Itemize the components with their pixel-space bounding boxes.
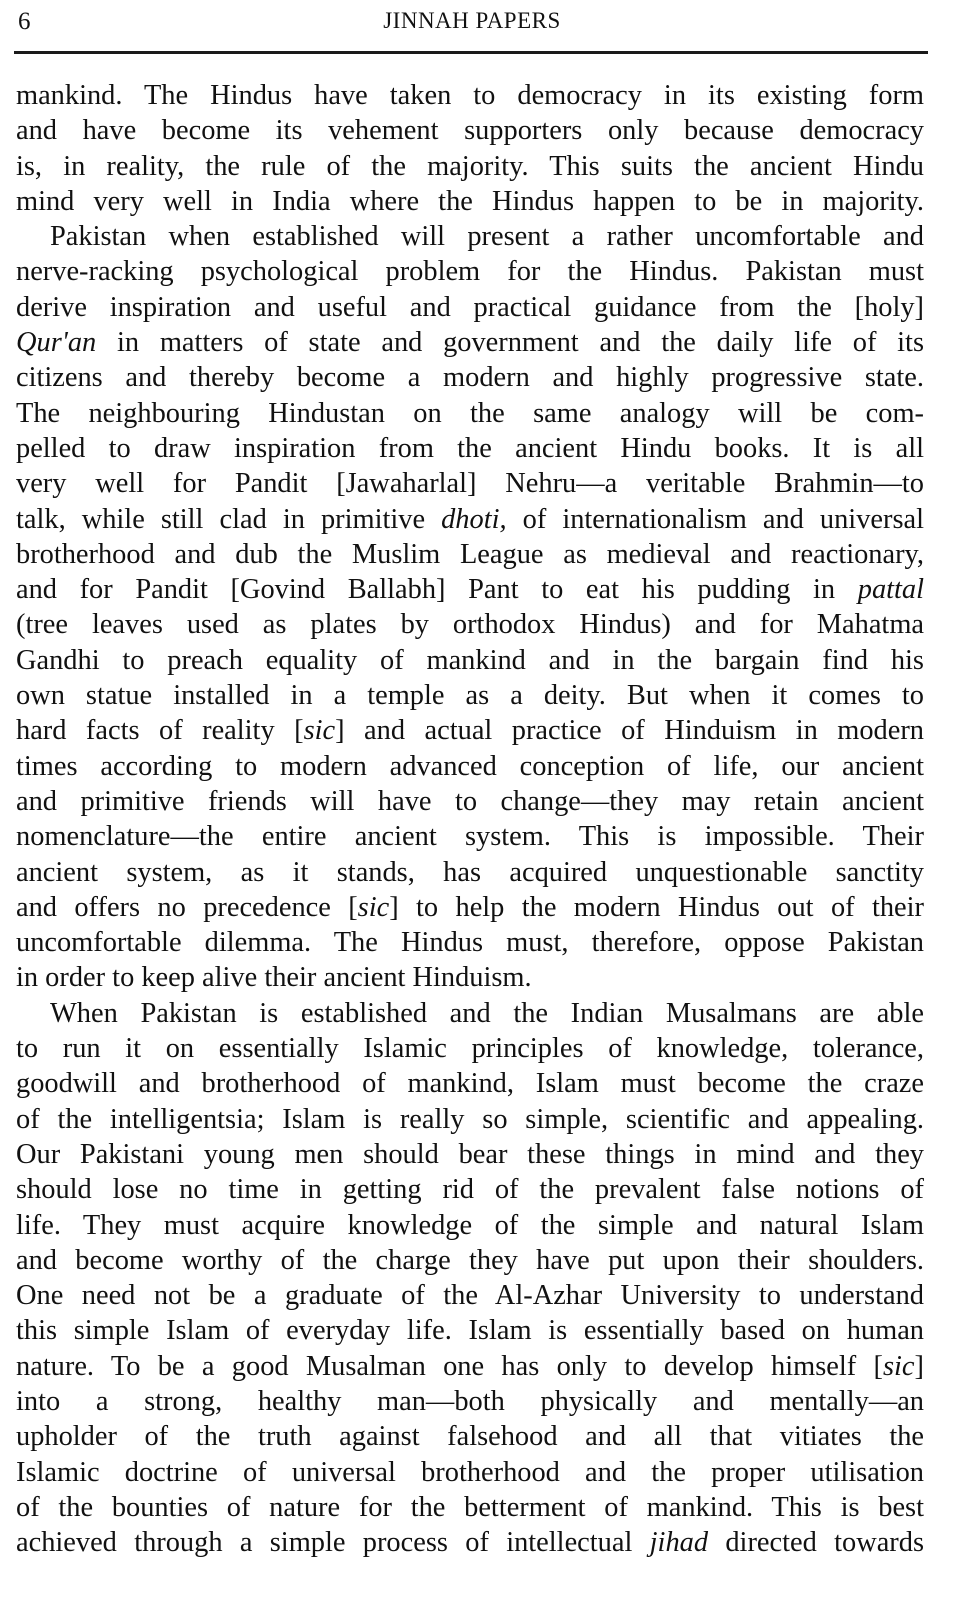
text-fragment: nature. To be a good Musalman one has only to develop himself [ — [16, 1350, 883, 1382]
text-fragment: directed towards — [708, 1527, 924, 1559]
text-line: The neighbouring Hindustan on the same analogy will be com- — [16, 397, 924, 429]
text-line: Gandhi to preach equality of mankind and in the bargain find his — [16, 644, 924, 676]
text-fragment: ] — [914, 1350, 924, 1382]
italic-term: sic — [357, 891, 390, 923]
text-line: should lose no time in getting rid of the prevalent false notions of — [16, 1174, 924, 1206]
text-line: (tree leaves used as plates by orthodox Hindus) and for Mahatma — [16, 609, 924, 641]
text-line: in order to keep alive their ancient Hinduism. — [16, 962, 532, 994]
running-title: JINNAH PAPERS — [383, 8, 561, 33]
text-line: When Pakistan is established and the Indian Musalmans are able — [50, 997, 924, 1029]
text-fragment: and for Pandit [Govind Ballabh] Pant to eat his pudding in — [16, 574, 858, 606]
text-line: is, in reality, the rule of the majority. This suits the ancient Hindu — [16, 150, 924, 182]
italic-term: dhoti, — [441, 503, 507, 535]
italic-term: sic — [303, 715, 336, 747]
text-line: upholder of the truth against falsehood and all that vitiates the — [16, 1421, 924, 1453]
text-fragment: in matters of state and government and the daily life of its — [96, 327, 924, 359]
paragraph-1 — [16, 78, 924, 219]
italic-term: jihad — [649, 1527, 709, 1559]
text-line: brotherhood and dub the Muslim League as medieval and reactionary, — [16, 538, 924, 570]
text-line — [16, 1525, 924, 1560]
text-line: and primitive friends will have to change—they may retain ancient — [16, 785, 924, 817]
text-fragment: of internationalism and universal — [506, 503, 924, 535]
body-text — [16, 78, 924, 1560]
text-fragment: and offers no precedence [ — [16, 891, 358, 923]
text-line — [16, 572, 924, 607]
text-fragment: ] to help the modern Hindus out of their — [389, 891, 924, 923]
text-line: Pakistan when established will present a rather uncomfortable and — [50, 221, 924, 253]
italic-term: pattal — [857, 574, 924, 606]
text-line: mankind. The Hindus have taken to democracy in its existing form — [16, 80, 924, 111]
text-line: Islamic doctrine of universal brotherhood and the proper utilisation — [16, 1456, 924, 1488]
text-line: very well for Pandit [Jawaharlal] Nehru—a veritable Brahmin—to — [16, 468, 924, 500]
text-line: citizens and thereby become a modern and highly progressive state. — [16, 362, 924, 394]
paragraph-2 — [16, 219, 924, 996]
text-line: uncomfortable dilemma. The Hindus must, therefore, oppose Pakistan — [16, 927, 924, 959]
text-line: life. They must acquire knowledge of the simple and natural Islam — [16, 1209, 924, 1241]
italic-term: Qur'an — [16, 327, 97, 359]
text-line: into a strong, healthy man—both physically and mentally—an — [16, 1385, 924, 1417]
text-line — [16, 325, 924, 360]
text-line: goodwill and brotherhood of mankind, Islam must become the craze — [16, 1068, 924, 1100]
text-fragment: achieved through a simple process of intellectual — [16, 1527, 650, 1559]
header-rule — [14, 51, 928, 54]
text-line: and have become its vehement supporters only because democracy — [16, 115, 924, 147]
paragraph-3 — [16, 996, 924, 1561]
text-line: mind very well in India where the Hindus happen to be in majority. — [16, 185, 924, 217]
text-line: times according to modern advanced conception of life, our ancient — [16, 750, 924, 782]
text-line: nomenclature—the entire ancient system. This is impossible. Their — [16, 821, 924, 853]
text-line — [16, 890, 924, 925]
page-number: 6 — [18, 8, 31, 35]
text-line: and become worthy of the charge they have put upon their shoulders. — [16, 1244, 924, 1276]
text-fragment: hard facts of reality [ — [16, 715, 304, 747]
text-line — [16, 502, 924, 537]
text-line: ancient system, as it stands, has acquired unquestionable sanctity — [16, 856, 924, 888]
running-head — [14, 6, 930, 40]
text-line: this simple Islam of everyday life. Islam is essentially based on human — [16, 1315, 924, 1347]
text-line: to run it on essentially Islamic principles of knowledge, tolerance, — [16, 1033, 924, 1065]
text-line — [16, 1349, 924, 1384]
text-fragment: ] and actual practice of Hinduism in modern — [335, 715, 924, 747]
text-line: pelled to draw inspiration from the ancient Hindu books. It is all — [16, 432, 924, 464]
text-line: One need not be a graduate of the Al-Azhar University to understand — [16, 1280, 924, 1312]
text-fragment: talk, while still clad in primitive — [16, 503, 442, 535]
text-line: own statue installed in a temple as a deity. But when it comes to — [16, 680, 924, 712]
text-line: Our Pakistani young men should bear these things in mind and they — [16, 1138, 924, 1170]
text-line — [16, 713, 924, 748]
text-line: nerve-racking psychological problem for the Hindus. Pakistan must — [16, 256, 924, 288]
italic-term: sic — [882, 1350, 915, 1382]
text-line: of the bounties of nature for the betterment of mankind. This is best — [16, 1491, 924, 1523]
text-line: of the intelligentsia; Islam is really so simple, scientific and appealing. — [16, 1103, 924, 1135]
text-line: derive inspiration and useful and practical guidance from the [holy] — [16, 291, 924, 323]
